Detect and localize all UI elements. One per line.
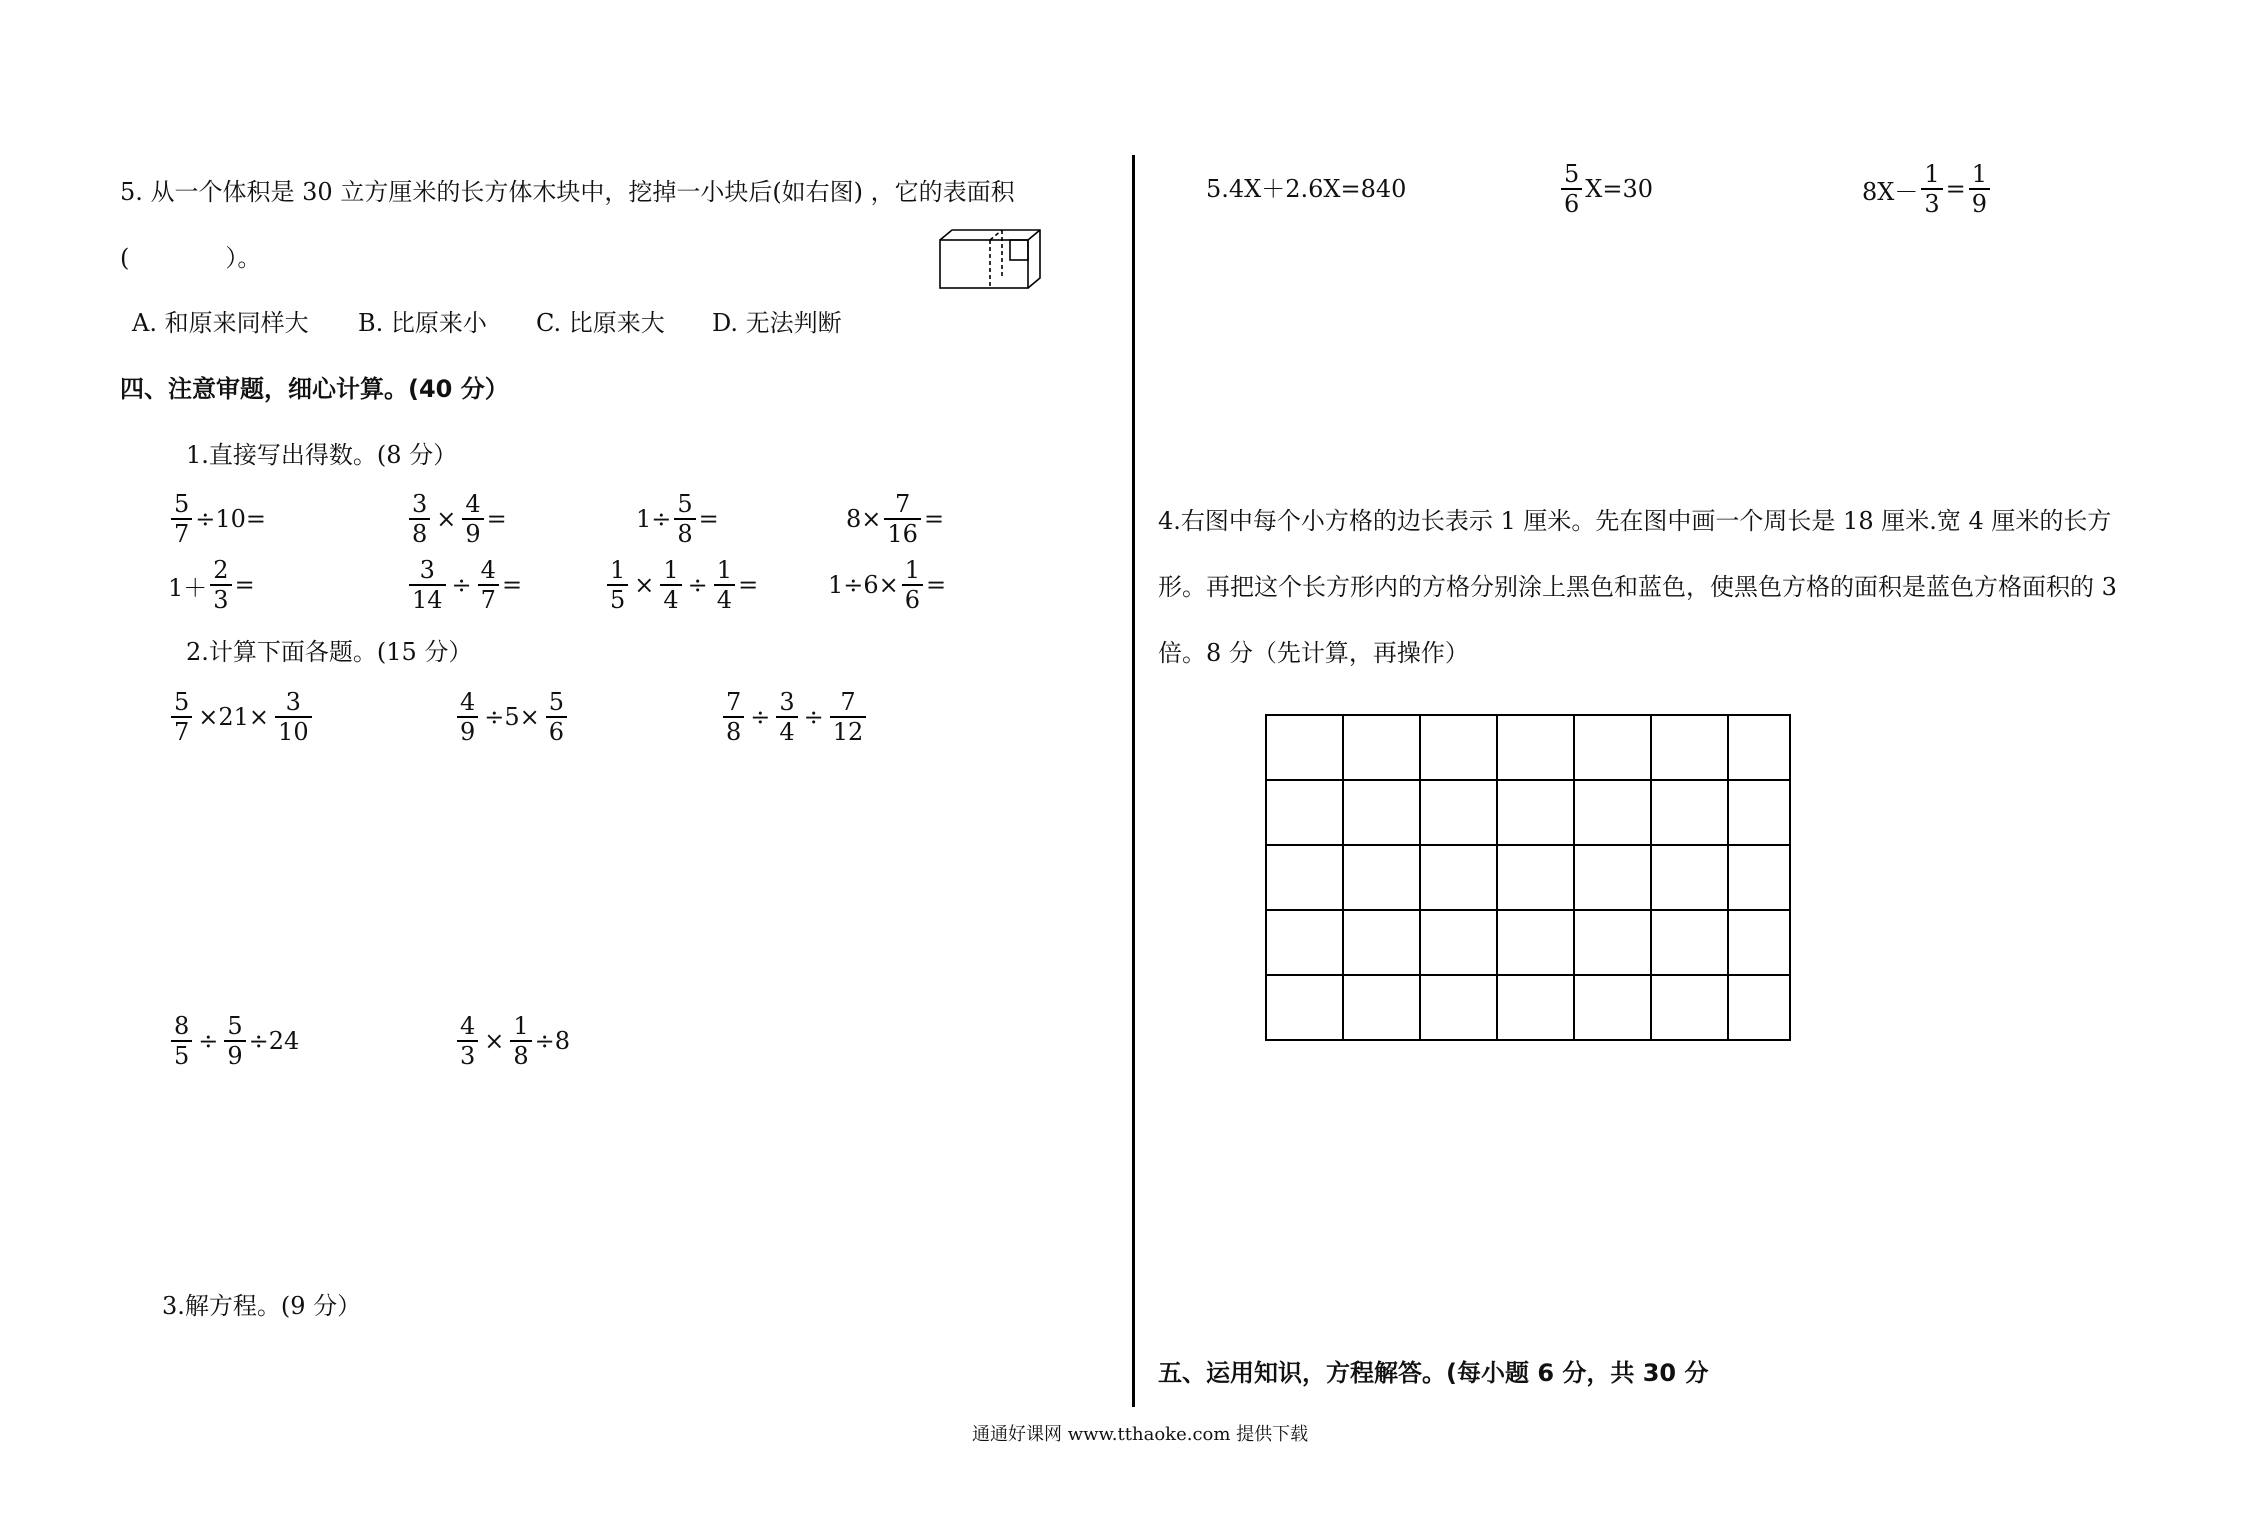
- calc2-item-4: $\frac{8}{5}$ ÷ $\frac{5}{9}$ ÷24: [168, 1012, 299, 1070]
- calc-item-6: $\frac{3}{14}$ ÷ $\frac{4}{7}$ =: [406, 556, 522, 614]
- part1-title: 1.直接写出得数。(8 分）: [186, 441, 458, 469]
- calc2-item-1: $\frac{5}{7}$ ×21× $\frac{3}{10}$: [168, 688, 315, 746]
- calc-item-5: 1＋ $\frac{2}{3}$ =: [168, 556, 255, 614]
- q4-line-1: 4.右图中每个小方格的边长表示 1 厘米。先在图中画一个周长是 18 厘米.宽 4 厘米的长方: [1158, 507, 2112, 535]
- q5-text: 5. 从一个体积是 30 立方厘米的长方体木块中，挖掉一小块后(如右图) ，它的表面积: [120, 178, 1015, 206]
- calc2-item-5: $\frac{4}{3}$ × $\frac{1}{8}$ ÷8: [454, 1012, 570, 1070]
- q5-blank: ( ）。: [120, 244, 262, 272]
- calc-item-2: $\frac{3}{8}$ × $\frac{4}{9}$ =: [406, 490, 507, 548]
- part3-title: 3.解方程。(9 分）: [162, 1292, 362, 1320]
- q5-option-b: B. 比原来小: [358, 309, 487, 337]
- column-divider: [1132, 155, 1135, 1407]
- calc-item-4: 8× $\frac{7}{16}$ =: [846, 490, 945, 548]
- equation-3: 8X－ $\frac{1}{3}$ = $\frac{1}{9}$: [1862, 160, 1993, 218]
- calc2-item-2: $\frac{4}{9}$ ÷5× $\frac{5}{6}$: [454, 688, 570, 746]
- q5-option-a: A. 和原来同样大: [132, 309, 309, 337]
- section5-title: 五、运用知识，方程解答。(每小题 6 分，共 30 分: [1158, 1359, 1709, 1387]
- calc2-item-3: $\frac{7}{8}$ ÷ $\frac{3}{4}$ ÷ $\frac{7}{12}$: [720, 688, 869, 746]
- square-grid[interactable]: [1265, 714, 1791, 1041]
- cuboid-figure: [938, 228, 1042, 290]
- equation-1: 5.4X＋2.6X=840: [1206, 175, 1407, 203]
- q5-option-c: C. 比原来大: [536, 309, 665, 337]
- calc-item-7: $\frac{1}{5}$ × $\frac{1}{4}$ ÷ $\frac{1}{4}$ =: [604, 556, 758, 614]
- q5-option-d: D. 无法判断: [712, 309, 842, 337]
- q4-line-3: 倍。8 分（先计算，再操作）: [1158, 639, 1469, 667]
- footer-source: 通通好课网 www.tthaoke.com 提供下载: [972, 1424, 1309, 1445]
- part2-title: 2.计算下面各题。(15 分）: [186, 638, 473, 666]
- section4-title: 四、注意审题，细心计算。(40 分）: [120, 375, 509, 403]
- q4-line-2: 形。再把这个长方形内的方格分别涂上黑色和蓝色，使黑色方格的面积是蓝色方格面积的 3: [1158, 573, 2117, 601]
- calc-item-3: 1÷ $\frac{5}{8}$ =: [636, 490, 719, 548]
- calc-item-1: $\frac{5}{7}$ ÷10=: [168, 490, 266, 548]
- equation-2: $\frac{5}{6}$ X=30: [1558, 160, 1653, 218]
- calc-item-8: 1÷6× $\frac{1}{6}$ =: [828, 556, 947, 614]
